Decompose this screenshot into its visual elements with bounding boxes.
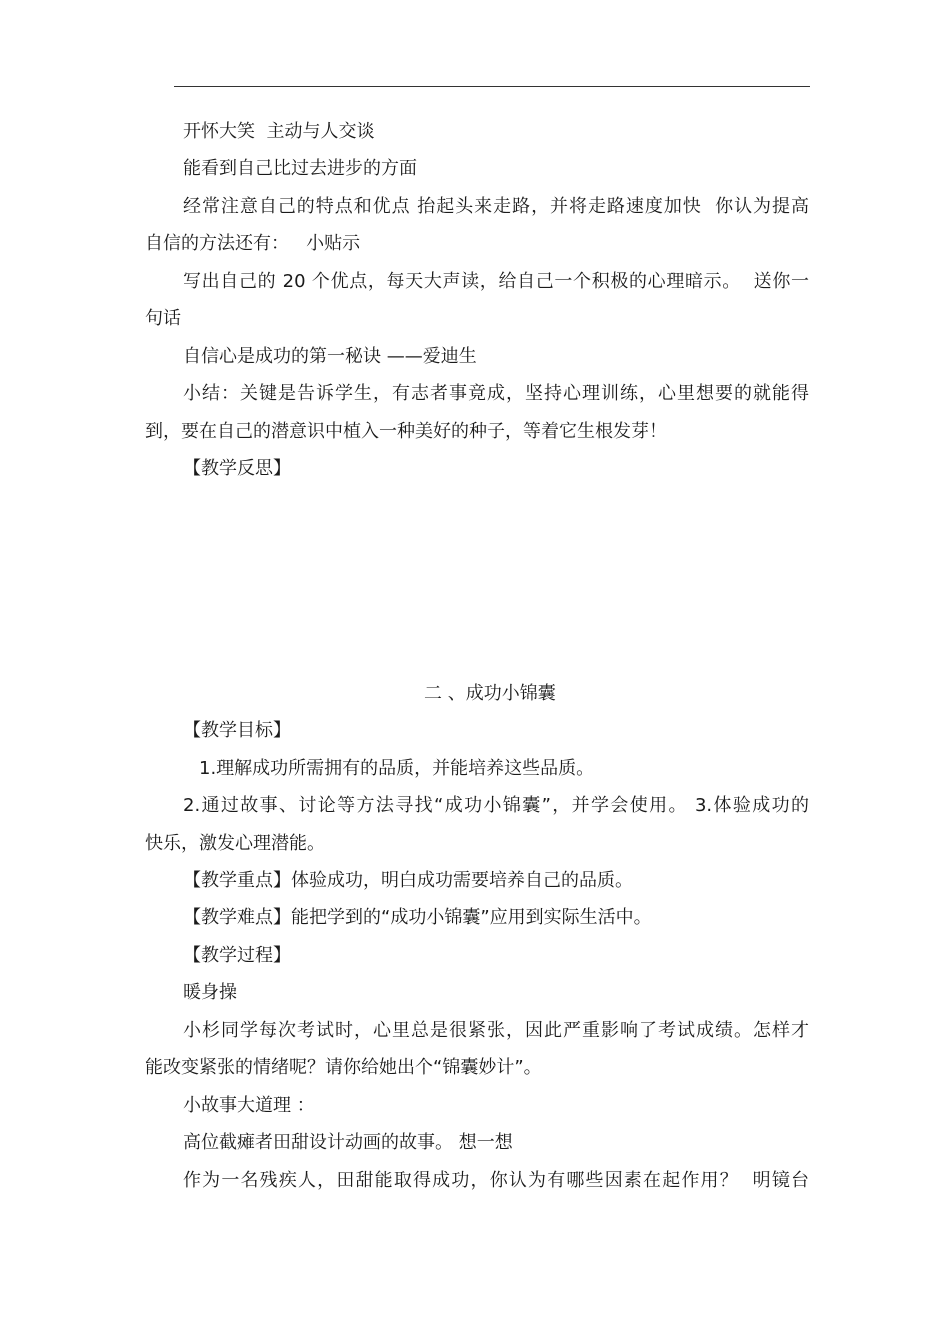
process-heading: 【教学过程】 [183,945,291,966]
paragraph-line: 句话 [145,308,181,329]
paragraph-line: 经常注意自己的特点和优点 抬起头来走路，并将走路速度加快 你认为提高 [183,196,809,217]
goals-heading: 【教学目标】 [183,720,291,741]
warmup-heading: 暖身操 [183,982,237,1003]
goal-item: 2.通过故事、讨论等方法寻找“成功小锦囊”，并学会使用。 3.体验成功的 [183,795,809,816]
goal-item: 快乐，激发心理潜能。 [145,833,325,854]
header-rule [174,86,810,87]
paragraph-line: 能看到自己比过去进步的方面 [183,158,417,179]
paragraph-line: 开怀大笑 主动与人交谈 [183,121,375,142]
paragraph-line: 写出自己的 20 个优点，每天大声读，给自己一个积极的心理暗示。 送你一 [183,271,809,292]
paragraph-line: 自信的方法还有： 小贴示 [145,233,361,254]
story-heading: 小故事大道理 ： [183,1095,315,1116]
key-point: 【教学重点】体验成功，明白成功需要培养自己的品质。 [183,870,633,891]
difficulty-point: 【教学难点】能把学到的“成功小锦囊”应用到实际生活中。 [183,907,652,928]
quote-line: 自信心是成功的第一秘诀 ——爱迪生 [183,346,477,367]
warmup-text: 小杉同学每次考试时，心里总是很紧张，因此严重影响了考试成绩。怎样才 [183,1020,809,1041]
story-line: 高位截瘫者田甜设计动画的故事。 想一想 [183,1132,513,1153]
warmup-text: 能改变紧张的情绪呢？请你给她出个“锦囊妙计”。 [145,1057,542,1078]
question-line: 作为一名残疾人，田甜能取得成功，你认为有哪些因素在起作用？ 明镜台 [183,1170,809,1191]
reflection-heading: 【教学反思】 [183,458,291,479]
section-title: 二 、成功小锦囊 [424,683,556,704]
summary-line: 小结：关键是告诉学生，有志者事竟成，坚持心理训练，心里想要的就能得 [183,383,809,404]
goal-item: 1.理解成功所需拥有的品质，并能培养这些品质。 [199,758,595,779]
summary-line: 到，要在自己的潜意识中植入一种美好的种子，等着它生根发芽！ [145,421,667,442]
